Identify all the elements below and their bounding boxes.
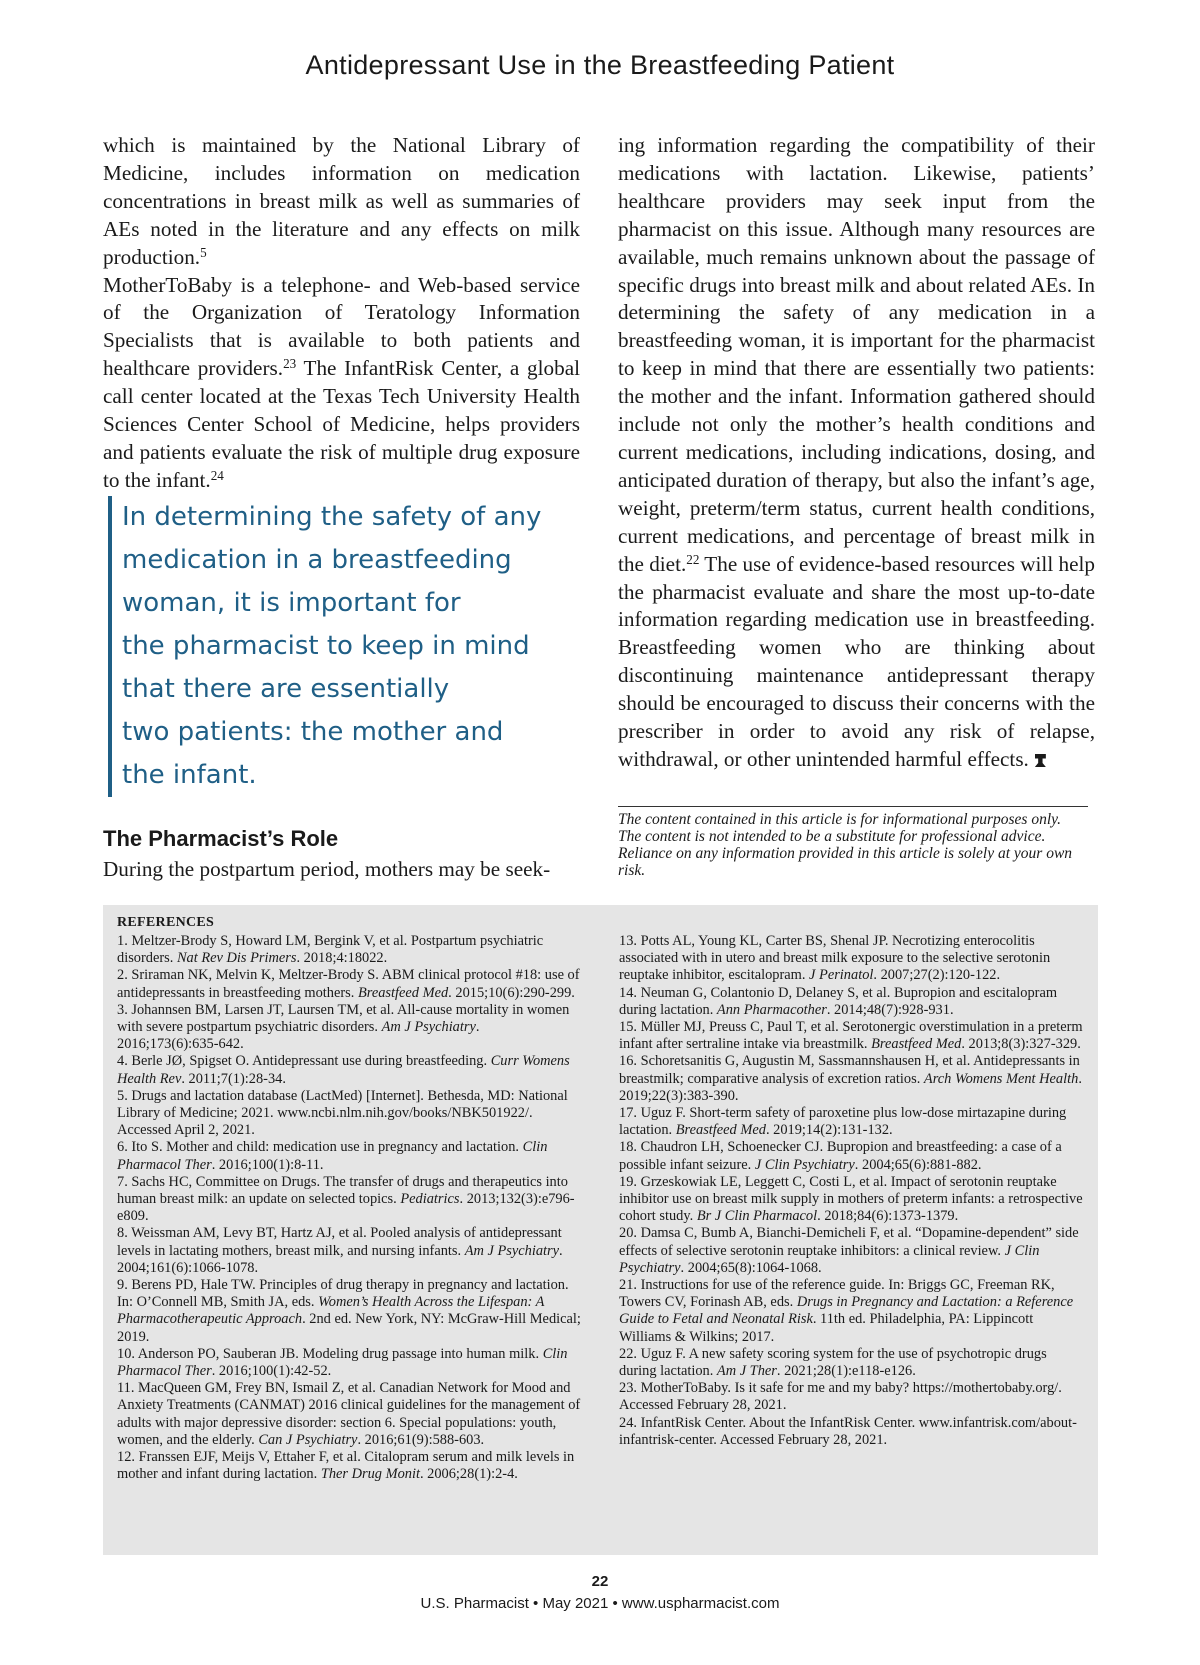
body-paragraph: MotherToBaby is a telephone- and Web-based service of the Organization of Teratology Information Specialists that is available to both patients and healthcare providers.$^{23}$ The InfantRisk Center, a global call center located at the Texas Tech University Health Sciences Center School of Medicine, helps providers and patients evaluate the risk of multiple drug exposure to the infant.$^{24}$ [103,272,580,492]
reference-item: 15. Müller MJ, Preuss C, Paul T, et al. Serotonergic overstimulation in a preterm infant after sertraline intake via breastmilk. Breastfeed Med. 2013;8(3):327-329. [619,1019,1083,1053]
pull-quote-line: that there are essentially [122,674,450,704]
reference-item: 8. Weissman AM, Levy BT, Hartz AJ, et al. Pooled analysis of antidepressant levels in lactating mothers, breast milk, and nursing infants. Am J Psychiatry. 2004;161(6):1066-1078. [117,1225,563,1276]
pull-quote [108,496,572,797]
pull-quote-line: the infant. [122,760,257,790]
publication-footer: U.S. Pharmacist • May 2021 • www.uspharmacist.com [420,1595,780,1612]
left-column [103,132,580,495]
section-body: During the postpartum period, mothers may be seek- [103,857,551,881]
end-of-article-icon [1035,754,1046,767]
body-paragraph: which is maintained by the National Library of Medicine, includes information on medication concentrations in breast milk as well as summaries of AEs noted in the literature and any effects on milk production.$^5$ [103,133,580,269]
reference-item: 21. Instructions for use of the reference guide. In: Briggs GC, Freeman RK, Towers CV, Forinash AB, eds. Drugs in Pregnancy and Lactation: a Reference Guide to Fetal and Neonatal Risk. 11th ed. Philadelphia, PA: Lippincott Williams & Wilkins; 2017. [619,1277,1074,1345]
reference-item: 3. Johannsen BM, Larsen JT, Laursen TM, et al. All-cause mortality in women with severe postpartum psychiatric disorders. Am J Psychiatry. 2016;173(6):635-642. [117,1001,570,1053]
running-header: Antidepressant Use in the Breastfeeding Patient [305,50,895,80]
reference-item: 22. Uguz F. A new safety scoring system for the use of psychotropic drugs during lactation. Am J Ther. 2021;28(1):e118-e126. [619,1345,1047,1380]
reference-item: 9. Berens PD, Hale TW. Principles of drug therapy in pregnancy and lactation. In: O’Connell MB, Smith JA, eds. Women’s Health Across the Lifespan: A Pharmacotherapeutic Approach. 2nd ed. New York, NY: McGraw-Hill Medical; 2019. [117,1277,581,1345]
reference-item: 2. Sriraman NK, Melvin K, Meltzer-Brody S. ABM clinical protocol #18: use of antidepressants in breastfeeding mothers. Breastfeed Med. 2015;10(6):290-299. [117,967,580,1001]
pull-quote-line: medication in a breastfeeding [122,545,512,575]
reference-item: 24. InfantRisk Center. About the InfantRisk Center. www.infantrisk.com/about-infantrisk-center. Accessed February 28, 2021. [619,1414,1077,1448]
pull-quote-line: the pharmacist to keep in mind [122,631,530,661]
references-box [103,905,1098,1555]
reference-item: 5. Drugs and lactation database (LactMed) [Internet]. Bethesda, MD: National Library of Medicine; 2021. www.ncbi.nlm.nih.gov/books/NBK501922/. Accessed April 2, 2021. [117,1087,568,1139]
reference-item: 16. Schoretsanitis G, Augustin M, Sassmannshausen H, et al. Antidepressants in breastmilk; comparative analysis of excretion ratios. Arch Womens Ment Health. 2019;22(3):383-390. [619,1053,1082,1104]
pull-quote-line: In determining the safety of any [122,502,542,532]
citation-ref: 24 [210,467,224,483]
references-right-column [619,933,1084,1449]
right-column [618,132,1095,774]
pull-quote-line: two patients: the mother and [122,717,504,747]
reference-item: 14. Neuman G, Colantonio D, Delaney S, et al. Bupropion and escitalopram during lactation. Ann Pharmacother. 2014;48(7):928-931. [619,984,1058,1018]
body-paragraph: ing information regarding the compatibility of their medications with lactation. Likewise, patients’ healthcare providers may seek input from the pharmacist on this issue. Although many resources are available, much remains unknown about the passage of specific drugs into breast milk and about related AEs. In determining the safety of any medication in a breastfeeding woman, it is important for the pharmacist to keep in mind that there are essentially two patients: the mother and the infant. Information gathered should include not only the mother’s health conditions and current medications, including indications, dosing, and anticipated duration of therapy, but also the infant’s age, weight, preterm/term status, current health conditions, current medications, and percentage of breast milk in the diet.$^{22}$ The use of evidence-based resources will help the pharmacist evaluate and share the most up-to-date information regarding medication use in breastfeeding. Breastfeeding women who are thinking about discontinuing maintenance antidepressant therapy should be encouraged to discuss their concerns with the prescriber in order to avoid any risk of relapse, withdrawal, or other unintended harmful effects. [618,133,1095,771]
reference-item: 20. Damsa C, Bumb A, Bianchi-Demicheli F, et al. “Dopamine-dependent” side effects of selective serotonin reuptake inhibitors: a clinical review. J Clin Psychiatry. 2004;65(8):1064-1068. [619,1225,1079,1276]
reference-item: 7. Sachs HC, Committee on Drugs. The transfer of drugs and therapeutics into human breast milk: an update on selected topics. Pediatrics. 2013;132(3):e796-e809. [117,1173,575,1225]
reference-item: 13. Potts AL, Young KL, Carter BS, Shenal JP. Necrotizing enterocolitis associated with in utero and breast milk exposure to the selective serotonin reuptake inhibitor, escitalopram. J Perinatol. 2007;27(2):120-122. [619,933,1051,984]
section-heading: The Pharmacist’s Role [103,826,339,851]
pull-quote-line: woman, it is important for [122,588,461,618]
citation-ref: 23 [283,356,297,372]
reference-item: 19. Grzeskowiak LE, Leggett C, Costi L, et al. Impact of serotonin reuptake inhibitor use on breast milk supply in mothers of preterm infants: a retrospective cohort study. Br J Clin Pharmacol. 2018;84(6):1373-1379. [619,1173,1083,1225]
reference-item: 17. Uguz F. Short-term safety of paroxetine plus low-dose mirtazapine during lactation. Breastfeed Med. 2019;14(2):131-132. [619,1105,1067,1139]
references-left-column [117,933,582,1484]
reference-item: 11. MacQueen GM, Frey BN, Ismail Z, et al. Canadian Network for Mood and Anxiety Treatments (CANMAT) 2016 clinical guidelines for the management of adults with major depressive disorder: section 6. Special populations: youth, women, and the elderly. Can J Psychiatry. 2016;61(9):588-603. [117,1380,581,1448]
reference-item: 1. Meltzer-Brody S, Howard LM, Bergink V, et al. Postpartum psychiatric disorders. Nat Rev Dis Primers. 2018;4:18022. [117,933,544,967]
reference-item: 4. Berle JØ, Spigset O. Antidepressant use during breastfeeding. Curr Womens Health Rev. 2011;7(1):28-34. [117,1053,570,1087]
citation-ref: 22 [686,551,700,567]
citation-ref: 5 [200,244,207,260]
reference-item: 10. Anderson PO, Sauberan JB. Modeling drug passage into human milk. Clin Pharmacol Ther. 2016;100(1):42-52. [117,1345,568,1380]
disclaimer: The content contained in this article is for informational purposes only. The content is not intended to be a substitute for professional advice. Reliance on any information provided in this article is solely at your own risk. [618,806,1088,879]
reference-item: 12. Franssen EJF, Meijs V, Ettaher F, et al. Citalopram serum and milk levels in mother and infant during lactation. Ther Drug Monit. 2006;28(1):2-4. [117,1449,575,1483]
reference-item: 18. Chaudron LH, Schoenecker CJ. Bupropion and breastfeeding: a case of a possible infant seizure. J Clin Psychiatry. 2004;65(6):881-882. [619,1139,1062,1173]
reference-item: 6. Ito S. Mother and child: medication use in pregnancy and lactation. Clin Pharmacol Ther. 2016;100(1):8-11. [117,1139,548,1173]
page-number: 22 [591,1573,609,1590]
references-heading: REFERENCES [117,915,215,930]
reference-item: 23. MotherToBaby. Is it safe for me and my baby? https://mothertobaby.org/. Accessed February 28, 2021. [619,1380,1062,1414]
